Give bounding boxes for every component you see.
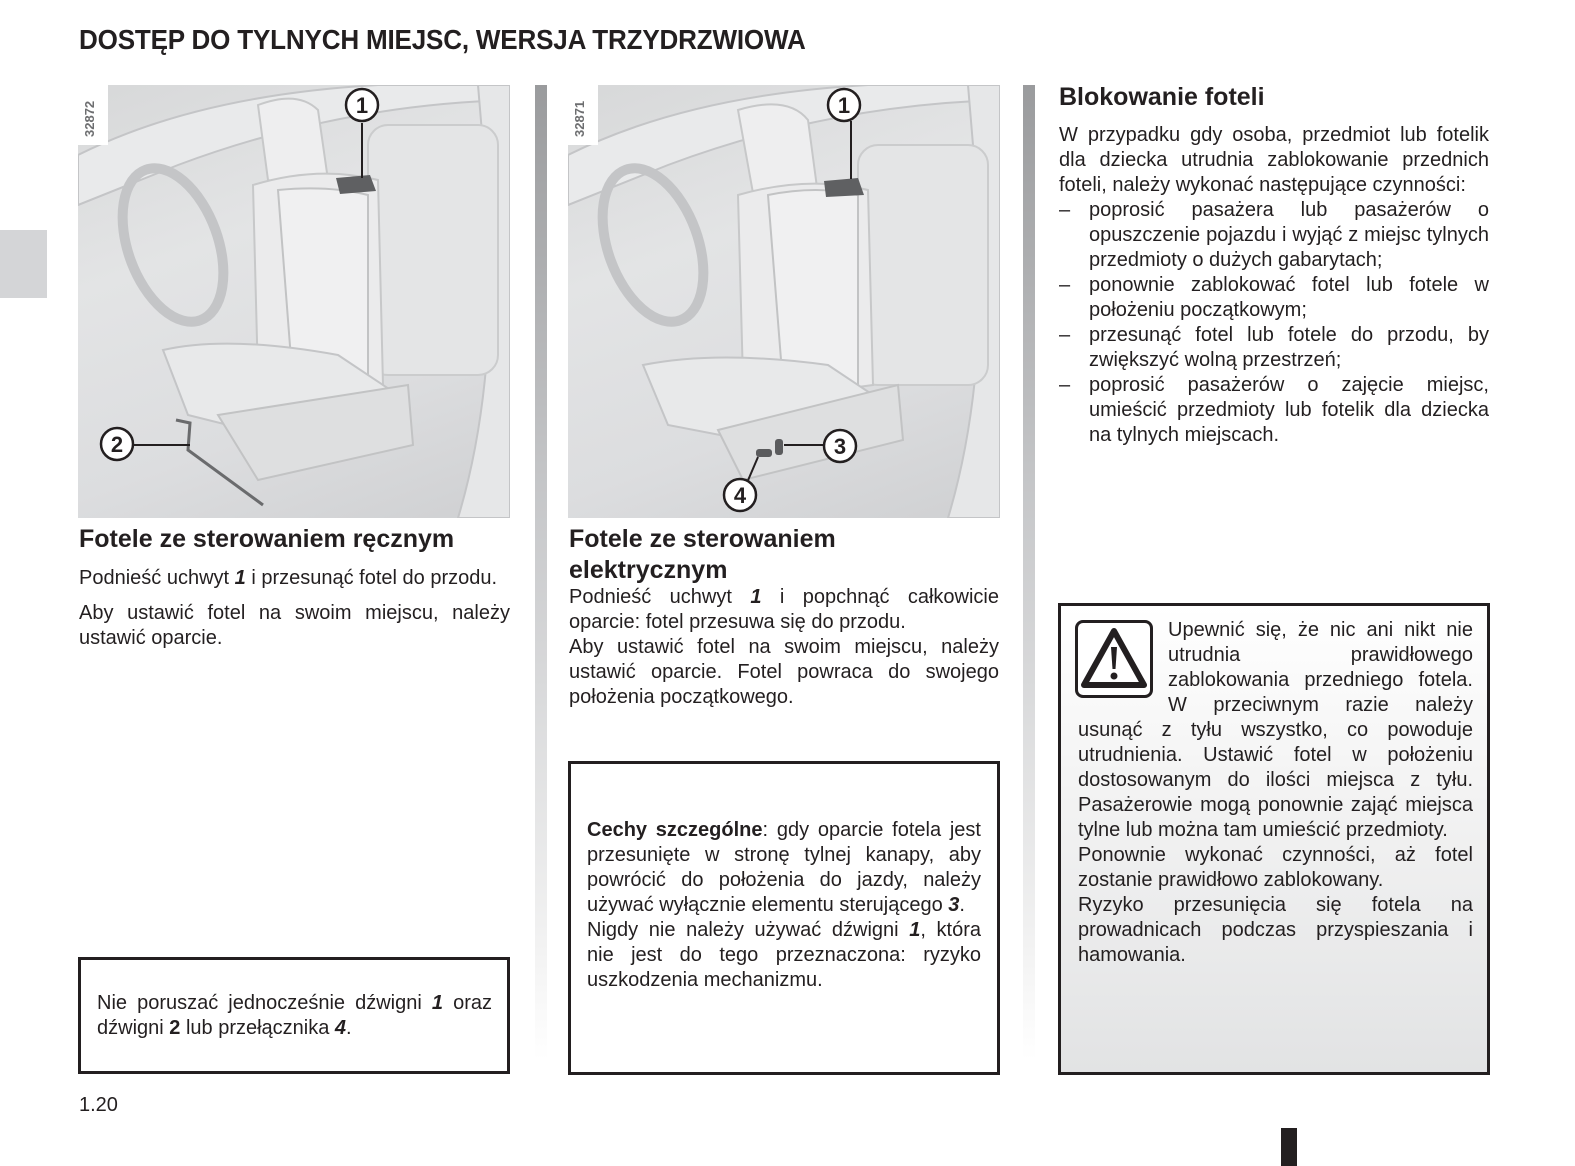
page-edge-mark <box>1281 1128 1297 1166</box>
svg-text:1: 1 <box>355 93 369 118</box>
locking-instructions <box>1059 123 1489 448</box>
callout-4-icon <box>722 477 758 513</box>
paragraph: Podnieść uchwyt 1 i przesunąć fotel do przodu. <box>79 567 498 589</box>
warning-paragraph: Ponownie wykonać czynności, aż fotel zostanie prawidłowo zablokowany. <box>1078 844 1473 891</box>
list-item: – poprosić pasażerów o zajęcie miejsc, umieścić przedmioty lub fotelik dla dziecka na tylnych miejscach. <box>1059 373 1489 448</box>
special-features-text: Cechy szczególne: gdy oparcie fotela jest przesunięte w stronę tylnej kanapy, aby powrócić do położenia do jazdy, należy używać wyłącznie elementu sterującego 3. Nigdy nie należy używać dźwigni 1, która nie jest do tego przeznaczona: ryzyko uszkodzenia mechanizmu. <box>587 819 982 991</box>
intro-paragraph: W przypadku gdy osoba, przedmiot lub fotelik dla dziecka utrudnia zablokowanie przednich foteli, należy wykonać następujące czynności: <box>1059 124 1489 196</box>
svg-text:3: 3 <box>833 434 847 459</box>
figure-id-label: 32871 <box>568 85 598 145</box>
page-number: 1.20 <box>79 1094 118 1116</box>
figure-id-label: 32872 <box>78 85 108 145</box>
list-item: – ponownie zablokować fotel lub fotele w położeniu początkowym; <box>1059 273 1489 323</box>
section-heading-manual: Fotele ze sterowaniem ręcznym <box>79 525 455 553</box>
seat-illustration-icon <box>568 85 1000 518</box>
svg-text:4: 4 <box>733 483 747 508</box>
callout-3-icon <box>822 428 858 464</box>
callout-1-icon <box>344 87 380 123</box>
paragraph: Aby ustawić fotel na swoim miejscu, należy ustawić oparcie. <box>79 602 510 649</box>
chapter-side-tab <box>0 230 47 298</box>
warning-paragraph: Ryzyko przesunięcia się fotela na prowadnicach podczas przyspieszania i hamowania. <box>1078 894 1473 966</box>
svg-text:1: 1 <box>837 93 851 118</box>
warning-text <box>1078 618 1473 968</box>
illustration-electric-seat <box>568 85 1000 518</box>
paragraph: Podnieść uchwyt 1 i popchnąć całkowicie oparcie: fotel przesuwa się do przodu. <box>569 586 1000 633</box>
electric-seat-instructions <box>569 585 999 710</box>
list-item: – przesunąć fotel lub fotele do przodu, by zwiększyć wolną przestrzeń; <box>1059 323 1489 373</box>
note-levers-text: Nie poruszać jednocześnie dźwigni 1 oraz dźwigni 2 lub przełącznika 4. <box>97 992 492 1039</box>
section-heading-electric: Fotele ze sterowaniem elektrycznym <box>569 525 836 584</box>
svg-text:2: 2 <box>110 432 124 457</box>
page-title: DOSTĘP DO TYLNYCH MIEJSC, WERSJA TRZYDRZWIOWA <box>79 24 806 55</box>
column-separator <box>1023 85 1035 1060</box>
section-heading-locking: Blokowanie foteli <box>1059 83 1265 111</box>
callout-1-icon <box>826 87 862 123</box>
warning-paragraph: Upewnić się, że nic ani nikt nie utrudnia prawidłowego zablokowania przedniego fotela. W przeciwnym razie należy usunąć z tyłu wszystko, co powoduje utrudnienia. Ustawić fotel w położeniu dostosowanym do ilości miejsca z tyłu. Pasażerowie mogą ponownie zająć miejsca tylne lub można tam umieścić przedmioty. <box>1078 619 1473 841</box>
warning-box <box>1058 603 1490 1075</box>
manual-seat-instructions <box>79 566 510 651</box>
steps-list <box>1059 198 1489 448</box>
seat-illustration-icon <box>78 85 510 518</box>
illustration-manual-seat <box>78 85 510 518</box>
callout-2-icon <box>99 426 135 462</box>
list-item: – poprosić pasażera lub pasażerów o opuszczenie pojazdu i wyjąć z miejsc tylnych przedmioty o dużych gabarytach; <box>1059 198 1489 273</box>
paragraph: Aby ustawić fotel na swoim miejscu, należy ustawić oparcie. Fotel powraca do swojego położenia początkowego. <box>569 636 999 708</box>
column-separator <box>535 85 547 1060</box>
